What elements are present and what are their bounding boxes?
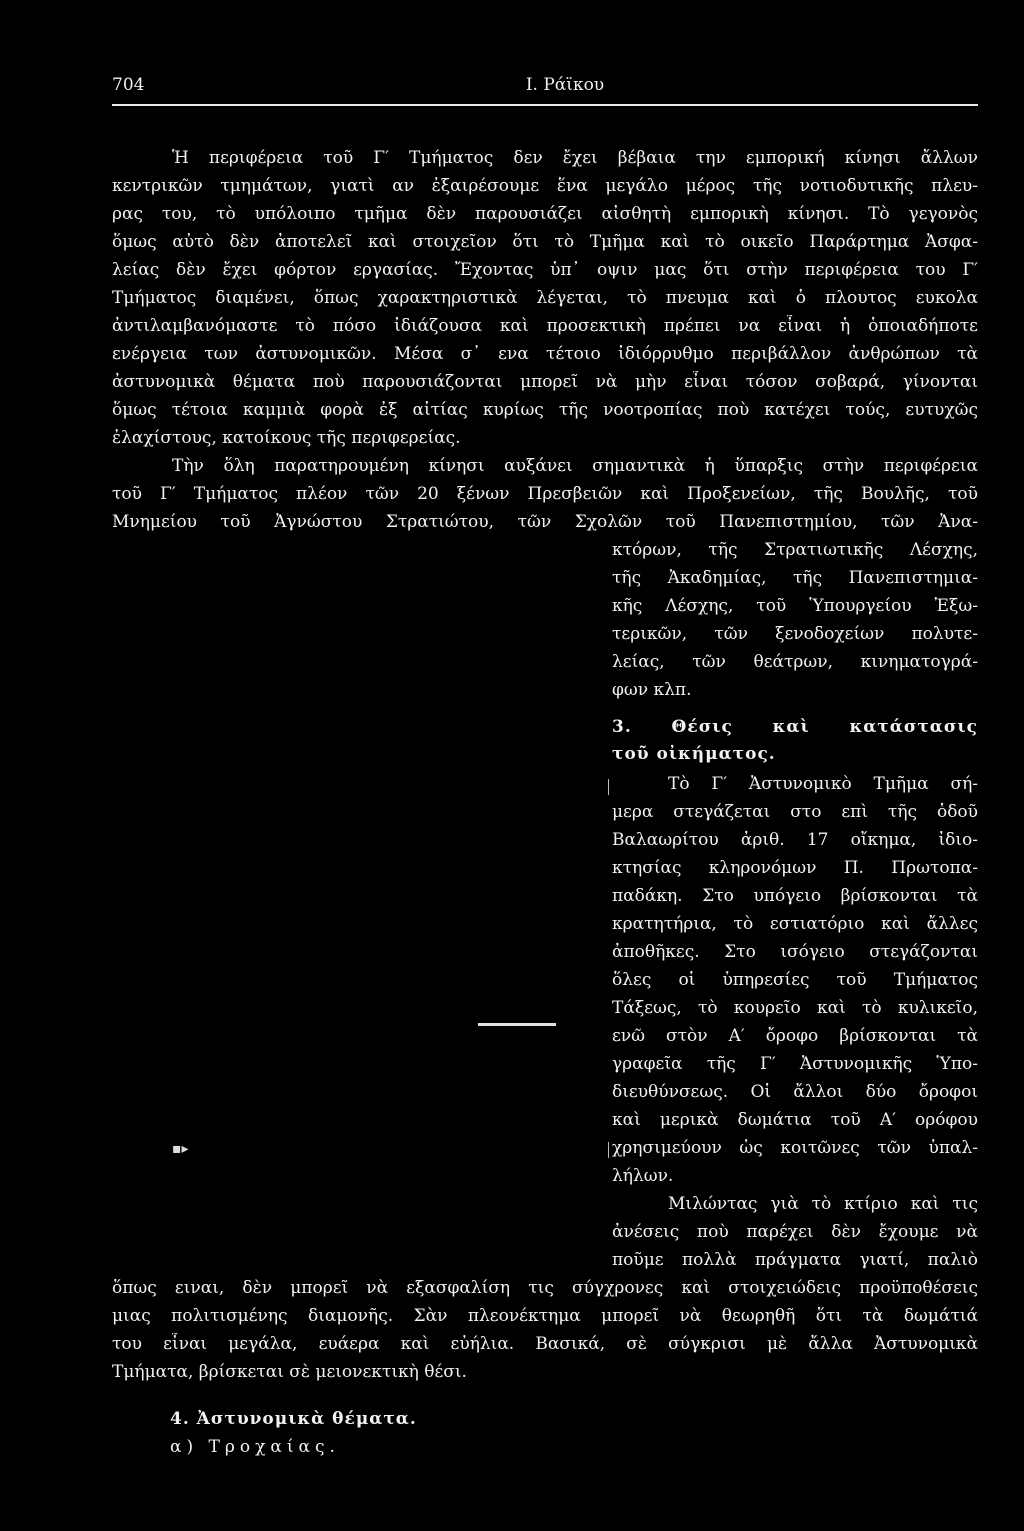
- text-line: καὶ μερικὰ δωμάτια τοῦ Α′ ορόφου: [612, 1110, 978, 1130]
- subsection-heading: α) Τροχαίας.: [170, 1437, 340, 1457]
- text-line: κτόρων, τῆς Στρατιωτικῆς Λέσχης,: [612, 540, 978, 560]
- text-line: ὅμως αὐτὸ δὲν ἀποτελεῖ καὶ στοιχεῖον ὅτι τὸ Τμῆμα καὶ τὸ οικεῖο Παράρτημα Ἀσφα-: [112, 232, 978, 252]
- text-line: Μνημείου τοῦ Ἀγνώστου Στρατιώτου, τῶν Σχολῶν τοῦ Πανεπιστημίου, τῶν Ἀνα-: [112, 512, 978, 532]
- page-number: 704: [112, 75, 145, 95]
- running-title: Ι. Ράϊκου: [525, 75, 605, 95]
- text-line: ὅλες οἱ ὑπηρεσίες τοῦ Τμήματος: [612, 970, 978, 990]
- text-line: τερικῶν, τῶν ξενοδοχείων πολυτε-: [612, 624, 978, 644]
- text-line: Τμήματα, βρίσκεται σὲ μειονεκτικὴ θέσι.: [112, 1362, 467, 1382]
- text-line: ενῶ στὸν Α′ ὄροφο βρίσκονται τὰ: [612, 1026, 978, 1046]
- text-line: Τὴν ὅλη παρατηρουμένη κίνησι αυξάνει σημαντικὰ ἡ ὕπαρξις στὴν περιφέρεια: [172, 456, 978, 476]
- text-line: κτησίας κληρονόμων Π. Πρωτοπα-: [612, 858, 978, 878]
- text-line: κῆς Λέσχης, τοῦ Ὑπουργείου Ἐξω-: [612, 596, 978, 616]
- text-line: χρησιμεύουν ὡς κοιτῶνες τῶν ὑπαλ-: [612, 1138, 978, 1158]
- text-line: ενέργεια των ἀστυνομικῶν. Μέσα σ᾽ ενα τέτοιο ἰδιόρρυθμο περιβάλλον ἀνθρώπων τὰ: [112, 344, 978, 364]
- text-line: Τάξεως, τὸ κουρεῖο καὶ τὸ κυλικεῖο,: [612, 998, 978, 1018]
- text-line: Τὸ Γ′ Ἀστυνομικὸ Τμῆμα σή-: [668, 774, 978, 794]
- text-line: ὅμως τέτοια καμμιὰ φορὰ ἐξ αἰτίας κυρίως τῆς νοοτροπίας ποὺ κατέχει τούς, ευτυχῶς: [112, 400, 978, 420]
- text-line: λείας δὲν ἔχει φόρτον εργασίας. Ἔχοντας ὑπ᾽ οψιν μας ὅτι στὴν περιφέρεια του Γ′: [112, 260, 978, 280]
- text-line: λήλων.: [612, 1166, 674, 1186]
- text-line: ὅπως ειναι, δὲν μπορεῖ νὰ εξασφαλίση τις σύγχρονες καὶ στοιχειώδεις προϋποθέσεις: [112, 1278, 978, 1298]
- text-line: του εἶναι μεγάλα, ευάερα καὶ εὐήλια. Βασικά, σὲ σύγκρισι μὲ ἄλλα Ἀστυνομικὰ: [112, 1334, 978, 1354]
- text-line: Ἡ περιφέρεια τοῦ Γ′ Τμήματος δεν ἔχει βέβαια την εμπορική κίνησι ἄλλων: [172, 148, 978, 168]
- text-line: διευθύνσεως. Οἱ ἄλλοι δύο ὄροφοι: [612, 1082, 978, 1102]
- text-line: ἀνέσεις ποὺ παρέχει δὲν ἔχουμε νὰ: [612, 1222, 978, 1242]
- text-line: μιας πολιτισμένης διαμονῆς. Σὰν πλεονέκτημα μπορεῖ νὰ θεωρηθῆ ὅτι τὰ δωμάτιά: [112, 1306, 978, 1326]
- section-heading: 4. Ἀστυνομικὰ θέματα.: [170, 1409, 417, 1429]
- margin-mark: [608, 779, 609, 795]
- text-line: τοῦ Γ′ Τμήματος πλέον τῶν 20 ξένων Πρεσβειῶν καὶ Προξενείων, τῆς Βουλῆς, τοῦ: [112, 484, 978, 504]
- text-line: ἐλαχίστους, κατοίκους τῆς περιφερείας.: [112, 428, 461, 448]
- text-line: κεντρικῶν τμημάτων, γιατὶ αν ἐξαιρέσουμε ἕνα μεγάλο μέρος τῆς νοτιοδυτικῆς πλευ-: [112, 176, 978, 196]
- text-line: ποῦμε πολλὰ πράγματα γιατί, παλιὸ: [612, 1250, 978, 1270]
- text-line: φων κλπ.: [612, 680, 692, 700]
- section-heading: τοῦ οἰκήματος.: [612, 744, 776, 764]
- text-line: κρατητήρια, τὸ εστιατόριο καὶ ἄλλες: [612, 914, 978, 934]
- margin-mark: [608, 1142, 609, 1158]
- text-line: λείας, τῶν θεάτρων, κινηματογρά-: [612, 652, 978, 672]
- text-line: τῆς Ἀκαδημίας, τῆς Πανεπιστημια-: [612, 568, 978, 588]
- ink-mark-icon: ▪▸: [172, 1141, 189, 1157]
- text-line: παδάκη. Στο υπόγειο βρίσκονται τὰ: [612, 886, 978, 906]
- text-line: ἀντιλαμβανόμαστε τὸ πόσο ἰδιάζουσα καὶ προσεκτικὴ πρέπει να εἶναι ἡ ὁποιαδήποτε: [112, 316, 978, 336]
- text-line: ἀποθῆκες. Στο ισόγειο στεγάζονται: [612, 942, 978, 962]
- header-rule: [112, 104, 978, 106]
- text-line: μερα στεγάζεται στο επὶ τῆς ὁδοῦ: [612, 802, 978, 822]
- text-line: Μιλώντας γιὰ τὸ κτίριο καὶ τις: [668, 1194, 978, 1214]
- text-line: ἀστυνομικὰ θέματα ποὺ παρουσιάζονται μπορεῖ νὰ μὴν εἶναι τόσον σοβαρά, γίνονται: [112, 372, 978, 392]
- text-line: Τμήματος διαμένει, ὅπως χαρακτηριστικὰ λέγεται, τὸ πνευμα καὶ ὁ πλουτος ευκολα: [112, 288, 978, 308]
- section-heading: 3. Θέσις καὶ κατάστασις: [612, 717, 978, 737]
- text-line: γραφεῖα τῆς Γ′ Ἀστυνομικῆς Ὑπο-: [612, 1054, 978, 1074]
- text-line: Βαλαωρίτου ἀριθ. 17 οἴκημα, ἰδιο-: [612, 830, 978, 850]
- image-placeholder-dash: [478, 1023, 556, 1026]
- text-line: ρας του, τὸ υπόλοιπο τμῆμα δὲν παρουσιάζει αἰσθητὴ εμπορικὴ κίνησι. Τὸ γεγονὸς: [112, 204, 978, 224]
